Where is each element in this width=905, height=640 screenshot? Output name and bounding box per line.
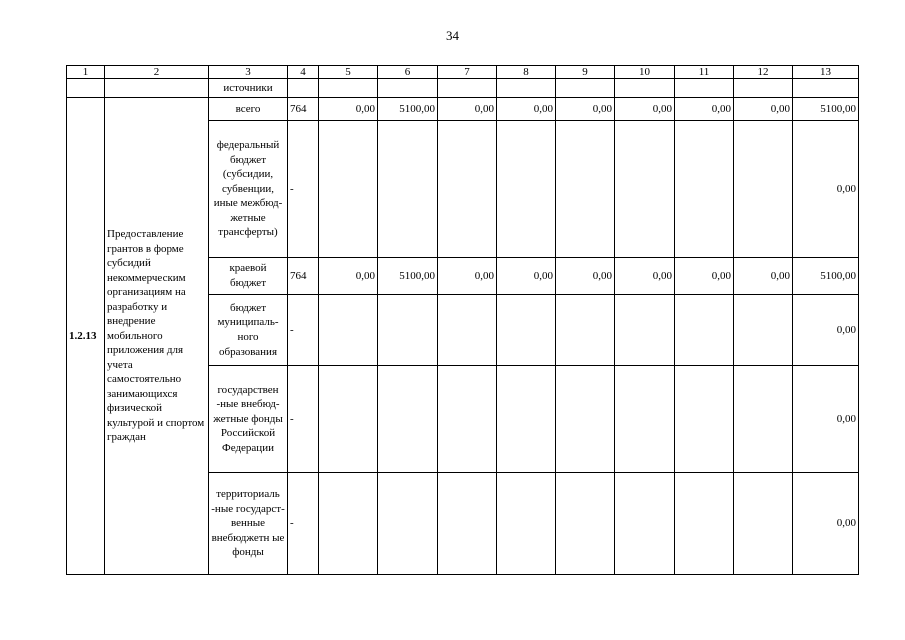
value-cell: 0,00 [734, 258, 793, 295]
value-cell [319, 366, 378, 473]
value-cell: 0,00 [497, 98, 556, 121]
value-cell [556, 121, 615, 258]
value-cell [675, 473, 734, 575]
item-code: 1.2.13 [67, 98, 105, 575]
column-4-value: - [288, 366, 319, 473]
funding-source: территориаль -ные государст-венные внебюджетн ые фонды [209, 473, 288, 575]
funding-source: бюджет муниципаль-ного образования [209, 295, 288, 366]
column-header: 12 [734, 66, 793, 79]
column-header: 5 [319, 66, 378, 79]
value-cell [615, 121, 675, 258]
column-header: 1 [67, 66, 105, 79]
value-cell [378, 473, 438, 575]
value-cell: 0,00 [438, 258, 497, 295]
value-cell [497, 366, 556, 473]
value-cell [734, 473, 793, 575]
source-label: источники [209, 79, 288, 98]
total-cell: 0,00 [793, 473, 859, 575]
column-header: 7 [438, 66, 497, 79]
funding-source: государствен -ные внебюд-жетные фонды Российской Федерации [209, 366, 288, 473]
value-cell [675, 121, 734, 258]
column-4-value: 764 [288, 258, 319, 295]
column-4-value: - [288, 295, 319, 366]
table-cell [793, 79, 859, 98]
value-cell [438, 121, 497, 258]
value-cell [438, 473, 497, 575]
value-cell: 0,00 [615, 258, 675, 295]
value-cell [438, 295, 497, 366]
table-cell [378, 79, 438, 98]
value-cell: 0,00 [675, 258, 734, 295]
table-cell [319, 79, 378, 98]
value-cell: 0,00 [497, 258, 556, 295]
table-row [67, 98, 859, 121]
value-cell [378, 295, 438, 366]
continued-sources-row [67, 79, 859, 98]
table-cell [67, 79, 105, 98]
value-cell: 0,00 [319, 258, 378, 295]
table-cell [734, 79, 793, 98]
value-cell [556, 473, 615, 575]
column-header: 10 [615, 66, 675, 79]
column-header: 13 [793, 66, 859, 79]
funding-source: федеральный бюджет (субсидии, субвенции, иные межбюд-жетные трансферты) [209, 121, 288, 258]
total-cell: 5100,00 [793, 258, 859, 295]
value-cell [734, 121, 793, 258]
value-cell [378, 366, 438, 473]
value-cell [438, 366, 497, 473]
table-cell [556, 79, 615, 98]
column-4-value: 764 [288, 98, 319, 121]
value-cell: 0,00 [615, 98, 675, 121]
table-cell [105, 79, 209, 98]
total-cell: 0,00 [793, 295, 859, 366]
value-cell: 0,00 [319, 98, 378, 121]
value-cell: 5100,00 [378, 98, 438, 121]
value-cell: 0,00 [438, 98, 497, 121]
column-4-value: - [288, 121, 319, 258]
column-header: 11 [675, 66, 734, 79]
value-cell [319, 295, 378, 366]
value-cell: 0,00 [556, 98, 615, 121]
value-cell [556, 366, 615, 473]
value-cell [734, 295, 793, 366]
program-budget-table [66, 65, 859, 575]
value-cell [319, 473, 378, 575]
value-cell [615, 295, 675, 366]
total-cell: 0,00 [793, 121, 859, 258]
value-cell [675, 295, 734, 366]
column-number-row [67, 66, 859, 79]
total-cell: 0,00 [793, 366, 859, 473]
value-cell [615, 366, 675, 473]
page-number: 34 [446, 28, 459, 43]
table-cell [497, 79, 556, 98]
column-header: 3 [209, 66, 288, 79]
value-cell [497, 121, 556, 258]
table-cell [615, 79, 675, 98]
column-4-value: - [288, 473, 319, 575]
funding-source: всего [209, 98, 288, 121]
table-cell [438, 79, 497, 98]
value-cell: 0,00 [675, 98, 734, 121]
table-cell [675, 79, 734, 98]
value-cell: 0,00 [734, 98, 793, 121]
value-cell [319, 121, 378, 258]
value-cell: 0,00 [556, 258, 615, 295]
value-cell [378, 121, 438, 258]
column-header: 6 [378, 66, 438, 79]
value-cell [497, 473, 556, 575]
value-cell: 5100,00 [378, 258, 438, 295]
value-cell [734, 366, 793, 473]
column-header: 2 [105, 66, 209, 79]
value-cell [615, 473, 675, 575]
column-header: 9 [556, 66, 615, 79]
value-cell [556, 295, 615, 366]
column-header: 4 [288, 66, 319, 79]
table-cell [288, 79, 319, 98]
value-cell [675, 366, 734, 473]
column-header: 8 [497, 66, 556, 79]
item-name: Предоставление грантов в форме субсидий некоммерческим организациям на разработку и внедрение мобильного приложения для учета самостоятельно занимающихся физической культурой и спортом граждан [105, 98, 209, 575]
funding-source: краевой бюджет [209, 258, 288, 295]
total-cell: 5100,00 [793, 98, 859, 121]
value-cell [497, 295, 556, 366]
